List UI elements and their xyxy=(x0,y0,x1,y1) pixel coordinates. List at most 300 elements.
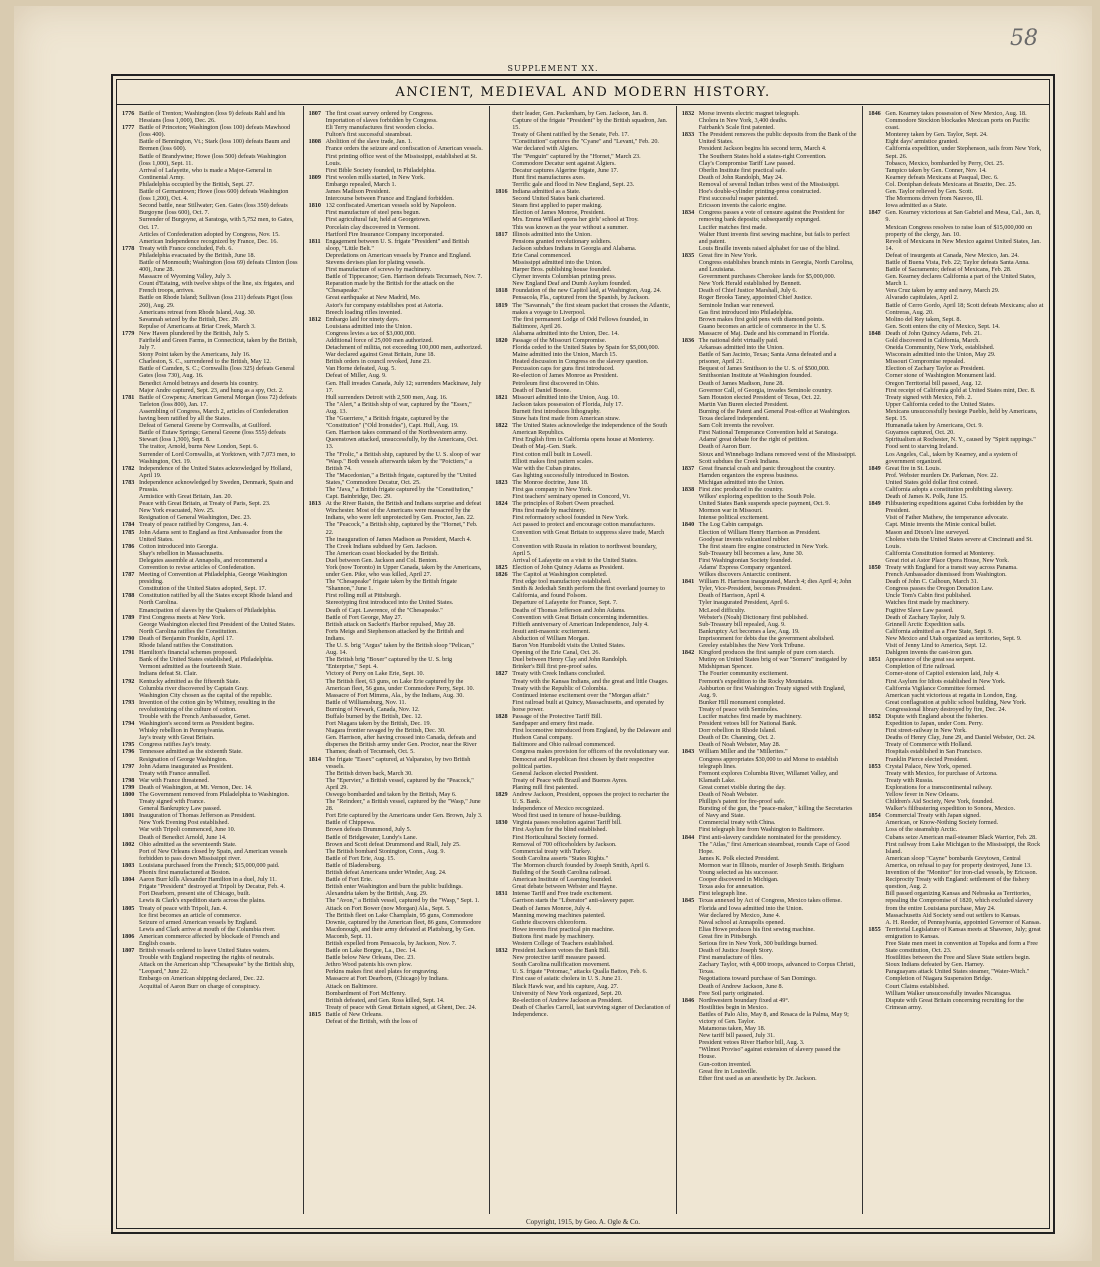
entry-text: Battle of Bennington, Vt.; Stark (loss 100) defeats Baum and Bremen (loss 600). xyxy=(139,138,290,153)
entry-text: Niagara frontier ravaged by the British, Dec. 30. xyxy=(325,727,446,735)
entry-text: First zinc produced in the country. xyxy=(698,485,784,493)
timeline-entry xyxy=(868,351,1044,358)
entry-year xyxy=(122,358,139,365)
entry-year xyxy=(495,954,512,961)
entry-year xyxy=(122,216,139,230)
timeline-entry xyxy=(309,841,485,848)
timeline-entry xyxy=(309,216,485,223)
timeline-entry xyxy=(122,273,298,280)
timeline-entry xyxy=(868,890,1044,911)
timeline-entry xyxy=(495,224,671,231)
entry-year xyxy=(868,663,885,670)
entry-year xyxy=(495,443,512,450)
timeline-entry xyxy=(309,897,485,904)
entry-year xyxy=(682,699,699,706)
entry-text: Election of Zachary Taylor as President. xyxy=(885,365,985,373)
entry-year xyxy=(868,834,885,841)
entry-year: 1799 xyxy=(122,783,135,791)
timeline-entry xyxy=(122,252,298,259)
entry-year xyxy=(682,1046,699,1060)
entry-text: Dispute with Great Britain concerning recruiting for the Crimean army. xyxy=(885,996,1024,1011)
entry-year xyxy=(495,458,512,465)
timeline-entry xyxy=(682,997,858,1004)
timeline-entry xyxy=(868,607,1044,614)
entry-year xyxy=(682,195,699,202)
timeline-entry xyxy=(495,458,671,465)
entry-text: Death of Zachary Taylor, July 9. xyxy=(885,613,966,621)
entry-year xyxy=(122,380,139,387)
entry-year xyxy=(495,628,512,635)
timeline-entry xyxy=(309,181,485,188)
entry-year: 1811 xyxy=(308,237,321,245)
entry-text: Bunker Hill monument completed. xyxy=(698,698,786,706)
timeline-entry xyxy=(309,451,485,472)
entry-year xyxy=(868,642,885,649)
entry-year: 1828 xyxy=(495,712,508,720)
entry-text: Death of Daniel Boone. xyxy=(512,386,571,394)
entry-year xyxy=(682,890,699,897)
entry-year xyxy=(868,983,885,990)
timeline-entry xyxy=(309,975,485,982)
entry-year xyxy=(868,784,885,791)
entry-year xyxy=(309,365,326,372)
timeline-entry xyxy=(309,819,485,826)
timeline-entry xyxy=(309,756,485,770)
entry-year xyxy=(309,394,326,401)
entry-text: Battle of San Jacinto, Texas; Santa Anna defeated and a prisoner, April 21. xyxy=(698,351,837,366)
entry-year xyxy=(495,741,512,748)
entry-text: Mrs. Emma Willard opens her girls' school at Troy. xyxy=(512,216,639,224)
timeline-entry xyxy=(682,741,858,748)
entry-text: Commodore Stockton blockades Mexican ports on Pacific coast. xyxy=(885,117,1030,132)
entry-year xyxy=(122,954,139,961)
timeline-entry xyxy=(122,791,298,798)
timeline-entry xyxy=(868,975,1044,982)
entry-text: Planing mill first patented. xyxy=(512,783,579,791)
entry-text: Philadelphia occupied by the British, Sept. 27. xyxy=(139,180,254,188)
timeline-entry xyxy=(122,670,298,677)
entry-text: The "Penguin" captured by the "Hornet," March 23. xyxy=(512,152,641,160)
entry-year xyxy=(682,160,699,167)
timeline-entry xyxy=(309,145,485,152)
entry-year xyxy=(868,238,885,252)
entry-text: Brinker's Bill first pre-proof safes. xyxy=(512,663,598,671)
timeline-entry xyxy=(682,514,858,521)
entry-text: New Mexico and Utah organized as territories, Sept. 9. xyxy=(885,634,1022,642)
entry-text: The Southern States hold a states-right Convention. xyxy=(698,152,827,160)
entry-text: Abduction of William Morgan. xyxy=(512,634,590,642)
entry-year xyxy=(682,394,699,401)
timeline-entry xyxy=(682,472,858,479)
timeline-entry xyxy=(495,954,671,961)
entry-text: New York Herald established by Bennett. xyxy=(698,280,802,288)
timeline-entry xyxy=(495,933,671,940)
entry-text: Passage of the Protective Tariff Bill. xyxy=(512,712,602,720)
timeline-entry xyxy=(122,628,298,635)
timeline-entry xyxy=(868,344,1044,351)
entry-text: Shay's rebellion in Massachusetts. xyxy=(139,549,224,557)
entry-text: War with France threatened. xyxy=(139,776,209,784)
entry-text: Death of Benjamin Franklin, April 17. xyxy=(139,634,234,642)
entry-year xyxy=(682,642,699,649)
timeline-entry xyxy=(122,720,298,727)
timeline-entry xyxy=(682,961,858,975)
entry-text: Battle of Bladensburg. xyxy=(325,861,382,869)
entry-text: Indians defeat St. Clair. xyxy=(139,670,198,678)
entry-text: Forts Meigs and Stephenson attacked by the British and Indians. xyxy=(325,627,464,642)
entry-year xyxy=(682,720,699,727)
entry-text: The Log Cabin campaign. xyxy=(698,521,764,529)
entry-year xyxy=(682,188,699,195)
entry-year xyxy=(122,883,139,890)
entry-year xyxy=(495,876,512,883)
entry-year xyxy=(495,883,512,890)
entry-year xyxy=(309,302,326,309)
entry-text: William H. Harrison inaugurated, March 4; dies April 4; John Tyler, Vice-President, becomes President. xyxy=(698,578,852,593)
entry-year xyxy=(868,968,885,975)
timeline-entry xyxy=(682,550,858,557)
entry-text: War with the Cuban pirates. xyxy=(512,464,582,472)
timeline-entry xyxy=(682,195,858,202)
timeline-entry xyxy=(868,202,1044,209)
entry-text: John Adams inaugurated as President. xyxy=(139,762,233,770)
timeline-entry xyxy=(868,713,1044,720)
entry-text: The United States acknowledge the independence of the South American Republics. xyxy=(512,422,668,437)
timeline-entry xyxy=(309,252,485,259)
entry-text: New York evacuated, Nov. 25. xyxy=(139,507,215,515)
entry-text: Death of Benedict Arnold, June 14. xyxy=(139,833,227,841)
entry-text: Death of Capt. Lawrence, of the "Chesapeake." xyxy=(325,606,443,614)
entry-year xyxy=(868,961,885,968)
entry-year xyxy=(495,663,512,670)
entry-year xyxy=(682,181,699,188)
entry-year xyxy=(309,337,326,344)
timeline-entry xyxy=(868,798,1044,805)
entry-year: 1849 xyxy=(868,500,881,508)
entry-text: Gold discovered in California, March. xyxy=(885,337,980,344)
entry-year xyxy=(868,195,885,202)
entry-text: Convention with Great Britain concerning indemnities. xyxy=(512,613,649,621)
timeline-entry xyxy=(122,869,298,876)
entry-text: First case of asiatic cholera in U. S. June 21. xyxy=(512,975,623,983)
entry-year: 1793 xyxy=(122,698,135,706)
entry-year: 1844 xyxy=(681,833,695,841)
entry-text: Col. Doniphan defeats Mexicans at Brazito, Dec. 25. xyxy=(885,180,1017,188)
entry-year xyxy=(309,592,326,599)
entry-text: Congress passes a vote of censure against the President for removing bank deposits; subsequently expunged. xyxy=(698,209,845,224)
timeline-entry xyxy=(682,160,858,167)
timeline-entry xyxy=(122,656,298,663)
entry-text: President vetoes bill for National Bank. xyxy=(698,720,797,728)
entry-year xyxy=(309,770,326,777)
entry-text: Battle of Cowpens; American General Morgan (loss 72) defeats Tarleton (loss 800), Jan. 17. xyxy=(139,393,297,408)
timeline-entry xyxy=(309,224,485,231)
entry-year: 1824 xyxy=(495,500,508,508)
entry-year xyxy=(122,422,139,429)
entry-text: Death of Andrew Jackson, June 8. xyxy=(698,982,784,990)
timeline-entry xyxy=(495,507,671,514)
timeline-entry xyxy=(682,720,858,727)
entry-text: Congress establishes branch mints in Georgia, North Carolina, and Louisiana. xyxy=(698,258,854,274)
timeline-entry xyxy=(122,876,298,883)
entry-text: Lewis & Clark's expedition starts across the plains. xyxy=(139,897,266,905)
entry-text: Election of James Monroe, President. xyxy=(512,209,605,217)
entry-year xyxy=(495,273,512,280)
entry-text: Election of John Quincy Adams as President. xyxy=(512,564,625,571)
entry-text: Whisky rebellion in Pennsylvania. xyxy=(139,727,225,735)
timeline-entry xyxy=(682,287,858,294)
entry-text: Surrender of Burgoyne, at Saratoga, with 5,752 men, to Gates, Oct. 17. xyxy=(139,216,294,231)
entry-year xyxy=(495,451,512,458)
entry-text: Peace with Great Britain, at Treaty of Paris, Sept. 23. xyxy=(139,500,271,508)
entry-year xyxy=(309,209,326,216)
timeline-entry xyxy=(309,401,485,415)
timeline-entry xyxy=(868,968,1044,975)
timeline-entry xyxy=(122,138,298,152)
entry-text: Oswego bombarded and taken by the British, May 6. xyxy=(325,791,457,798)
entry-text: Congress levies a tax of $3,000,000. xyxy=(325,329,416,337)
entry-year xyxy=(495,181,512,188)
entry-year xyxy=(868,259,885,266)
entry-text: The American coast blockaded by the British. xyxy=(325,549,439,557)
entry-year xyxy=(495,259,512,266)
entry-year xyxy=(682,1011,699,1025)
entry-year xyxy=(495,897,512,904)
entry-year xyxy=(682,124,699,131)
timeline-entry xyxy=(309,812,485,819)
entry-year xyxy=(682,876,699,883)
timeline-entry xyxy=(122,394,298,408)
entry-text: Tobasco, Mexico, bombarded by Perry, Oct. 25. xyxy=(885,159,1004,167)
timeline-entry xyxy=(868,117,1044,131)
entry-text: Crystal Palace, New York, opened. xyxy=(885,762,972,770)
entry-year xyxy=(309,983,326,990)
entry-text: Pensacola, Fla., captured from the Spanish, by Jackson. xyxy=(512,294,650,302)
entry-year: 1808 xyxy=(308,138,321,146)
entry-year xyxy=(122,507,139,514)
entry-year xyxy=(122,231,139,238)
entry-text: Fugitive Slave Law passed. xyxy=(885,606,954,614)
entry-text: Bursting of the gun, the "peace-maker," killing the Secretaries of Navy and State. xyxy=(698,805,853,820)
entry-year xyxy=(122,280,139,294)
timeline-entry xyxy=(122,543,298,550)
entry-text: Garrison starts the "Liberator" anti-slavery paper. xyxy=(512,897,635,905)
entry-year xyxy=(495,841,512,848)
timeline-entry xyxy=(495,912,671,919)
entry-text: Hospitals established in San Francisco. xyxy=(885,748,983,756)
entry-text: South Carolina nullification movement. xyxy=(512,961,611,969)
entry-year xyxy=(868,578,885,585)
entry-text: Cholera visits the United States severe at Cincinnati and St. Louis. xyxy=(885,535,1033,550)
entry-year xyxy=(868,841,885,855)
timeline-entry xyxy=(682,124,858,131)
timeline-entry xyxy=(682,224,858,231)
entry-year xyxy=(309,351,326,358)
entry-text: The "Reindeer," a British vessel, captured by the "Wasp," June 28. xyxy=(325,798,481,813)
entry-text: Battle of Camden, S. C.; Cornwallis (loss 325) defeats General Gates (loss 730), Aug. 16. xyxy=(139,365,295,380)
timeline-entry xyxy=(495,337,671,344)
entry-year xyxy=(868,635,885,642)
timeline-entry xyxy=(682,635,858,642)
entry-year xyxy=(309,557,326,564)
timeline-entry xyxy=(682,1025,858,1032)
entry-text: Paraguayans attack United States steamer, "Water-Witch." xyxy=(885,968,1030,976)
timeline-entry xyxy=(495,670,671,677)
entry-year xyxy=(682,280,699,287)
timeline-entry xyxy=(682,706,858,713)
timeline-entry xyxy=(868,571,1044,578)
entry-text: Savannah seized by the British, Dec. 29. xyxy=(139,315,240,323)
entry-text: Queenstown attacked, unsuccessfully, by the Americans, Oct. 13. xyxy=(325,436,478,451)
timeline-entry xyxy=(495,642,671,649)
timeline-entry xyxy=(122,245,298,252)
entry-text: Texas declared independent. xyxy=(698,415,769,423)
entry-year xyxy=(682,224,699,231)
timeline-entry xyxy=(122,812,298,819)
entry-text: Port of New Orleans closed by Spain, and American vessels forbidden to pass down Mississippi river. xyxy=(139,847,288,862)
entry-text: British attack on Sackett's Harbor repulsed, May 28. xyxy=(325,620,456,628)
entry-text: Scott subdues the Creek Indians. xyxy=(698,457,780,465)
timeline-entry xyxy=(682,699,858,706)
entry-year xyxy=(495,365,512,372)
entry-year xyxy=(309,607,326,614)
entry-year xyxy=(682,408,699,415)
entry-text: The British driven back, March 30. xyxy=(325,769,413,777)
timeline-entry xyxy=(682,1011,858,1025)
entry-year xyxy=(682,550,699,557)
entry-text: Ice first becomes an article of commerce. xyxy=(139,911,242,919)
entry-text: Defeat of insurgents at Canada, New Mexico, Jan. 24. xyxy=(885,251,1019,259)
entry-year xyxy=(682,734,699,741)
entry-year xyxy=(309,997,326,1004)
entry-year xyxy=(682,145,699,152)
entry-text: Meeting of Convention at Philadelphia, George Washington presiding. xyxy=(139,571,288,586)
timeline-entry xyxy=(309,231,485,238)
timeline-entry xyxy=(682,919,858,926)
entry-year: 1842 xyxy=(681,649,695,657)
timeline-entry xyxy=(682,536,858,543)
entry-year xyxy=(495,621,512,628)
entry-year xyxy=(682,883,699,890)
timeline-entry xyxy=(682,401,858,408)
entry-year xyxy=(682,401,699,408)
entry-year xyxy=(682,798,699,805)
entry-year: 1788 xyxy=(122,592,135,600)
timeline-entry xyxy=(495,919,671,926)
timeline-entry xyxy=(682,231,858,245)
entry-year xyxy=(495,202,512,209)
entry-year xyxy=(868,408,885,422)
entry-year: 1797 xyxy=(122,762,135,770)
timeline-entry xyxy=(868,678,1044,685)
timeline-entry xyxy=(122,734,298,741)
entry-text: Resignation of George Washington. xyxy=(139,755,228,763)
entry-year xyxy=(868,919,885,926)
entry-text: Texas asks for annexation. xyxy=(698,883,765,891)
entry-text: Major Andre captured, Sept. 23, and hung as a spy, Oct. 2. xyxy=(139,386,284,394)
timeline-entry xyxy=(495,401,671,408)
timeline-entry xyxy=(495,834,671,841)
entry-year xyxy=(868,479,885,486)
timeline-entry xyxy=(868,876,1044,890)
entry-year xyxy=(309,486,326,500)
entry-year xyxy=(309,273,326,280)
entry-text: Battle of Bridgewater, Lundy's Lane. xyxy=(325,833,418,841)
entry-text: Defeat of Miller, Aug. 9. xyxy=(325,372,387,380)
timeline-entry xyxy=(122,678,298,685)
entry-text: Seminole Indian war renewed. xyxy=(698,301,775,309)
entry-text: Opening of the Erie Canal, Oct. 26. xyxy=(512,649,600,657)
entry-text: The "Frolic," a British ship, captured by the U. S. sloop of war "Wasp." Both vessels afterwards taken by the "Poictiers," a British 74. xyxy=(325,450,481,472)
timeline-entry xyxy=(868,706,1044,713)
entry-year xyxy=(309,181,326,188)
timeline-entry xyxy=(868,536,1044,550)
entry-year xyxy=(868,699,885,706)
entry-year xyxy=(682,1004,699,1011)
timeline-entry xyxy=(122,819,298,826)
timeline-entry xyxy=(868,855,1044,869)
timeline-entry xyxy=(682,713,858,720)
entry-text: Missouri Compromise repealed. xyxy=(885,358,965,366)
entry-text: First English firm in California opens house at Monterey. xyxy=(512,436,654,444)
entry-text: Invention of the cotton gin by Whitney, resulting in the revolutionizing of the culture of cotton. xyxy=(139,698,276,713)
timeline-entry xyxy=(868,727,1044,734)
timeline-entry xyxy=(868,224,1044,238)
entry-year xyxy=(122,514,139,521)
entry-year xyxy=(682,380,699,387)
entry-text: British enter Washington and burn the public buildings. xyxy=(325,883,463,891)
timeline-entry xyxy=(868,834,1044,841)
entry-year xyxy=(122,961,139,975)
entry-text: Treaty of Ghent ratified by the Senate, Feb. 17. xyxy=(512,131,629,139)
entry-year: 1823 xyxy=(495,478,508,486)
entry-year xyxy=(309,344,326,351)
entry-text: The Government removed from Philadelphia to Washington. xyxy=(139,791,290,798)
entry-text: Government purchases Cherokee lands for $5,000,000. xyxy=(698,273,836,281)
timeline-entry xyxy=(309,1011,485,1018)
timeline-entry xyxy=(309,834,485,841)
entry-year xyxy=(495,351,512,358)
entry-text: United States gold dollar first coined. xyxy=(885,478,979,486)
timeline-entry xyxy=(682,443,858,450)
entry-year xyxy=(309,117,326,124)
timeline-entry xyxy=(682,145,858,152)
timeline-entry xyxy=(309,486,485,500)
entry-text: The frigate "Essex" captured, at Valparaiso, by two British vessels. xyxy=(325,755,471,770)
timeline-entry xyxy=(682,621,858,628)
entry-year xyxy=(309,642,326,656)
entry-year xyxy=(868,394,885,401)
entry-year xyxy=(122,628,139,635)
entry-text: Louis Braille invents raised alphabet for use of the blind. xyxy=(698,244,840,252)
entry-text: Act passed to protect and encourage cotton manufactures. xyxy=(512,521,656,529)
entry-text: Indiana admitted as a State. xyxy=(512,188,581,196)
timeline-entry xyxy=(122,124,298,138)
timeline-entry xyxy=(682,947,858,954)
entry-text: Battle on Rhode Island; Sullivan (loss 211) defeats Pigot (loss 260), Aug. 29. xyxy=(139,294,293,309)
entry-text: Van Horne defeated, Aug. 5. xyxy=(325,365,396,373)
entry-text: Bank of the United States established, at Philadelphia. xyxy=(139,656,274,664)
entry-text: Hull surrenders Detroit with 2,500 men, Aug. 16. xyxy=(325,393,448,401)
entry-text: Perkins makes first steel plates for engraving. xyxy=(325,968,439,976)
timeline-entry xyxy=(868,429,1044,436)
entry-text: Battles of Palo Alto, May 8, and Resaca de la Palma, May 9; victory of Gen. Taylor. xyxy=(698,1010,849,1025)
entry-year xyxy=(868,294,885,301)
entry-year xyxy=(868,138,885,145)
entry-text: Repulse of Americans at Briar Creek, March 3. xyxy=(139,322,256,330)
timeline-entry xyxy=(682,174,858,181)
timeline-entry xyxy=(495,145,671,152)
